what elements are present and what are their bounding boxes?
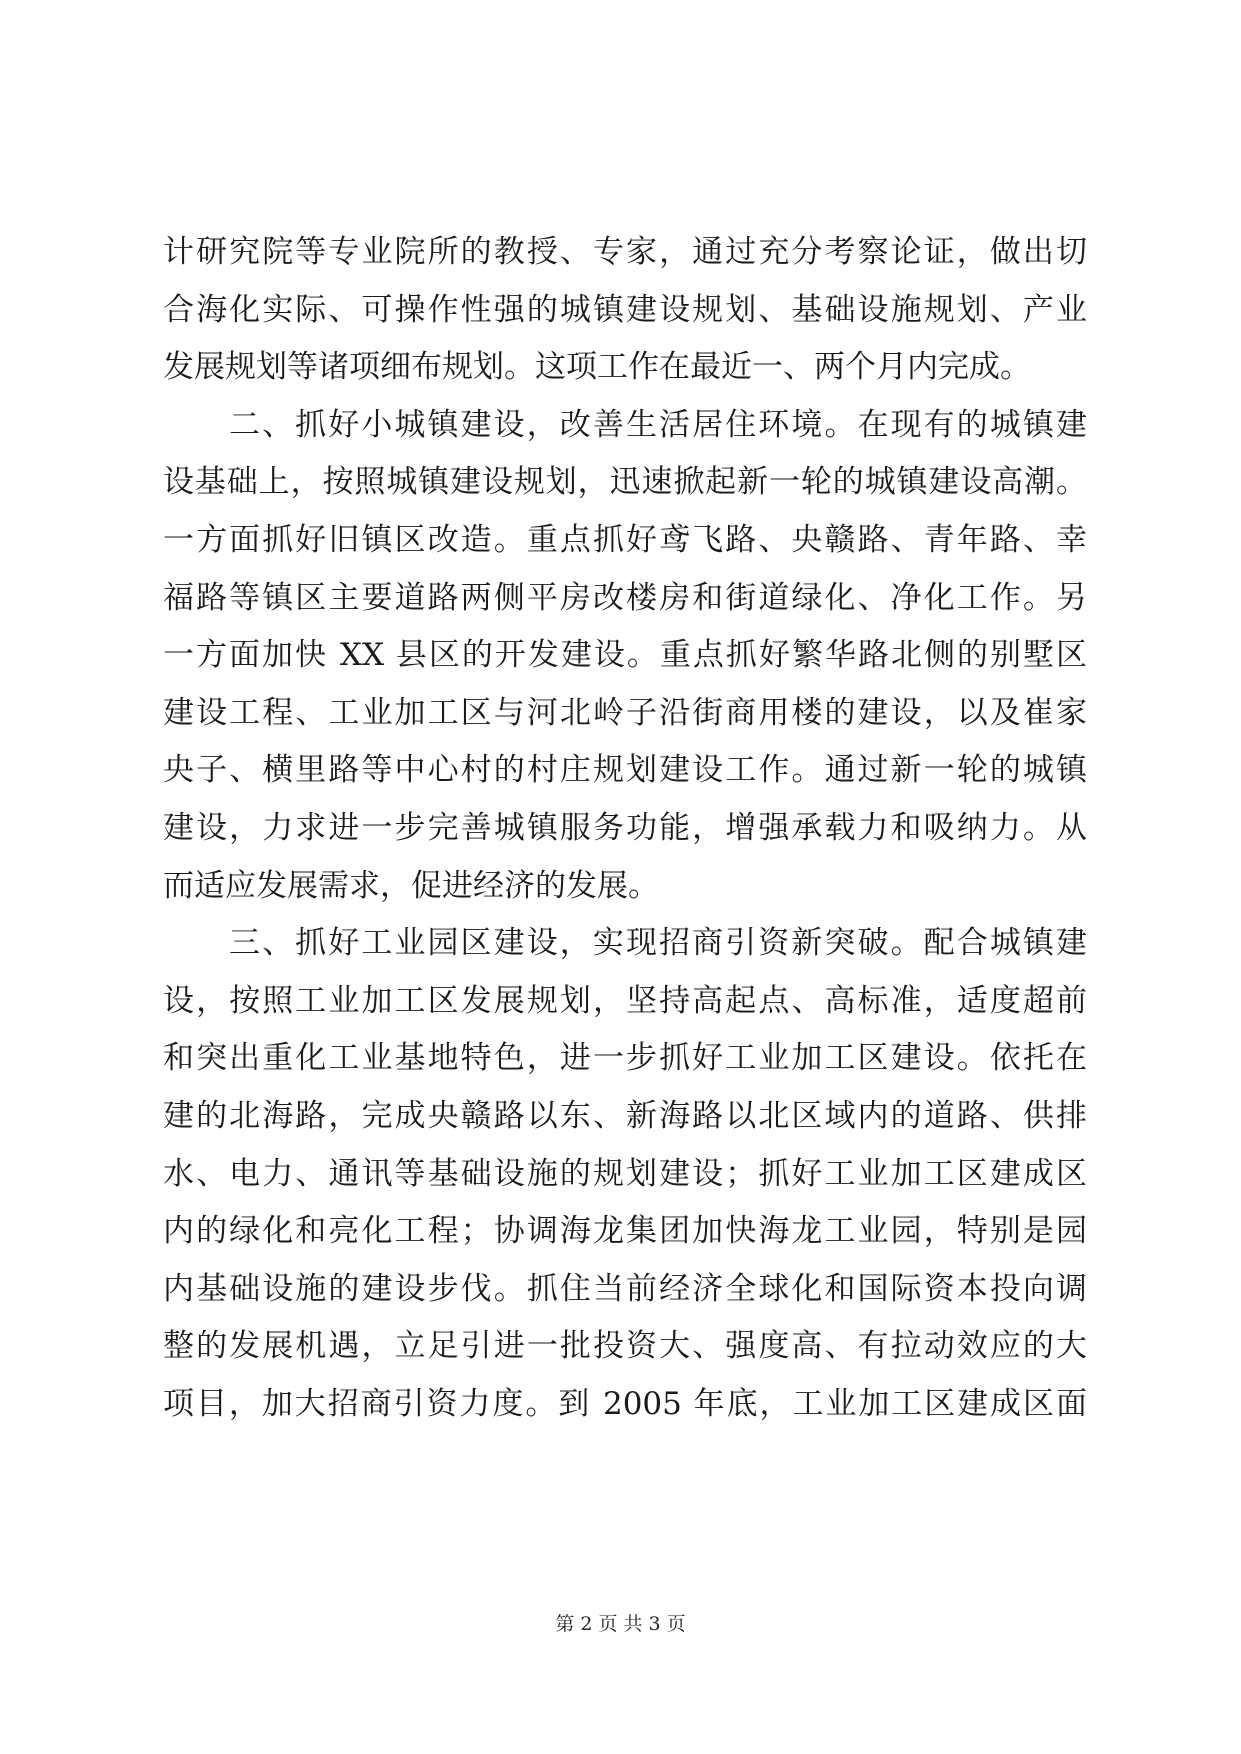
text-line: 设，按照工业加工区发展规划，坚持高起点、高标准，适度超前 xyxy=(163,982,1087,1019)
text-line: 和突出重化工业基地特色，进一步抓好工业加工区建设。依托在 xyxy=(163,1040,1087,1077)
paragraph-heading-line: 二、抓好小城镇建设，改善生活居住环境。在现有的城镇建 xyxy=(229,406,1087,443)
text-line: 内基础设施的建设步伐。抓住当前经济全球化和国际资本投向调 xyxy=(163,1270,1087,1307)
text-line: 建设，力求进一步完善城镇服务功能，增强承载力和吸纳力。从 xyxy=(163,809,1087,846)
paragraph-heading-line: 三、抓好工业园区建设，实现招商引资新突破。配合城镇建 xyxy=(229,925,1087,962)
text-line: 建设工程、工业加工区与河北岭子沿街商用楼的建设，以及崔家 xyxy=(163,694,1087,731)
text-line: 内的绿化和亮化工程；协调海龙集团加快海龙工业园，特别是园 xyxy=(163,1213,1087,1250)
text-line: 建的北海路，完成央赣路以东、新海路以北区域内的道路、供排 xyxy=(163,1097,1087,1134)
text-line: 合海化实际、可操作性强的城镇建设规划、基础设施规划、产业 xyxy=(163,291,1087,328)
text-line: 设基础上，按照城镇建设规划，迅速掀起新一轮的城镇建设高潮。 xyxy=(163,464,1087,501)
text-line: 项目，加大招商引资力度。到 2005 年底，工业加工区建成区面 xyxy=(163,1385,1087,1422)
text-line: 一方面抓好旧镇区改造。重点抓好鸢飞路、央赣路、青年路、幸 xyxy=(163,521,1087,558)
text-line: 一方面加快 XX 县区的开发建设。重点抓好繁华路北侧的别墅区 xyxy=(163,637,1087,674)
text-line: 计研究院等专业院所的教授、专家，通过充分考察论证，做出切 xyxy=(163,234,1087,270)
text-line: 而适应发展需求，促进经济的发展。 xyxy=(163,867,659,904)
text-line: 整的发展机遇，立足引进一批投资大、强度高、有拉动效应的大 xyxy=(163,1328,1087,1365)
text-line: 水、电力、通讯等基础设施的规划建设；抓好工业加工区建成区 xyxy=(163,1155,1087,1192)
text-line: 福路等镇区主要道路两侧平房改楼房和街道绿化、净化工作。另 xyxy=(163,579,1087,616)
page-number-footer: 第 2 页 共 3 页 xyxy=(555,1613,686,1635)
text-line: 央子、横里路等中心村的村庄规划建设工作。通过新一轮的城镇 xyxy=(163,752,1087,789)
text-line: 发展规划等诸项细布规划。这项工作在最近一、两个月内完成。 xyxy=(163,349,1031,386)
body-text xyxy=(163,224,1087,1433)
